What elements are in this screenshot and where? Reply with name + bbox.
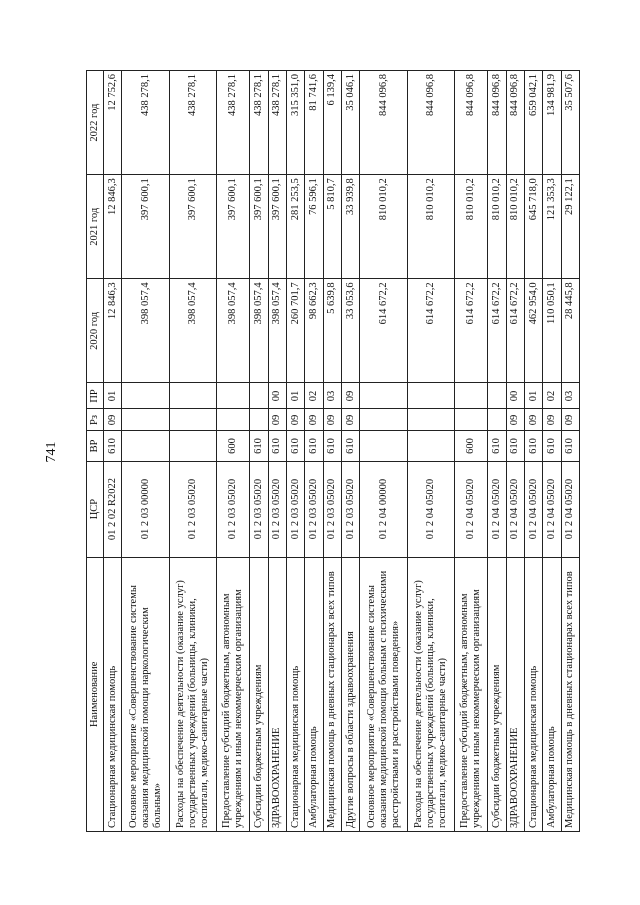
row-2020: 5 639,8: [323, 279, 341, 383]
row-rz: 09: [561, 409, 579, 431]
row-2020: 398 057,4: [217, 279, 250, 383]
row-pr: [217, 383, 250, 409]
row-vr: [360, 431, 408, 461]
row-vr: 600: [455, 431, 488, 461]
row-rz: 09: [543, 409, 561, 431]
row-pr: [360, 383, 408, 409]
row-2022: 844 096,8: [455, 71, 488, 175]
table-row: [104, 71, 122, 832]
budget-table: [86, 70, 580, 832]
row-2021: 397 600,1: [217, 175, 250, 279]
row-2021: 645 718,0: [524, 175, 542, 279]
row-csr: 01 2 03 05020: [268, 461, 286, 557]
table-row: [561, 71, 579, 832]
row-2021: 29 122,1: [561, 175, 579, 279]
row-csr: 01 2 03 05020: [323, 461, 341, 557]
row-name: Медицинская помощь в дневных стационарах всех типов: [323, 557, 341, 831]
row-rz: 09: [104, 409, 122, 431]
row-2022: 438 278,1: [250, 71, 268, 175]
table-header-row: [87, 71, 104, 832]
row-vr: 610: [305, 431, 323, 461]
row-csr: 01 2 04 05020: [561, 461, 579, 557]
row-2021: 810 010,2: [407, 175, 455, 279]
row-name: Медицинская помощь в дневных стационарах всех типов: [561, 557, 579, 831]
row-2020: 28 445,8: [561, 279, 579, 383]
row-pr: 03: [323, 383, 341, 409]
row-rz: 09: [287, 409, 305, 431]
row-2020: 398 057,4: [169, 279, 217, 383]
row-pr: 09: [341, 383, 359, 409]
row-2021: 76 596,1: [305, 175, 323, 279]
table-row: [488, 71, 506, 832]
row-pr: [250, 383, 268, 409]
row-vr: [122, 431, 170, 461]
row-name: Амбулаторная помощь: [543, 557, 561, 831]
row-name: Основное мероприятие «Совершенствование системы оказания медицинской помощи больным с психическими расстройствами и расстройствами поведения»: [360, 557, 408, 831]
row-pr: 01: [287, 383, 305, 409]
row-pr: 02: [543, 383, 561, 409]
row-csr: 01 2 04 05020: [488, 461, 506, 557]
row-2020: 614 672,2: [455, 279, 488, 383]
row-2022: 438 278,1: [122, 71, 170, 175]
row-name: Субсидии бюджетным учреждениям: [488, 557, 506, 831]
row-rz: 09: [305, 409, 323, 431]
row-csr: 01 2 03 05020: [341, 461, 359, 557]
row-2021: 397 600,1: [250, 175, 268, 279]
header-rz: Рз: [87, 409, 104, 431]
row-rz: [169, 409, 217, 431]
row-2020: 398 057,4: [122, 279, 170, 383]
row-pr: [169, 383, 217, 409]
row-name: ЗДРАВООХРАНЕНИЕ: [506, 557, 524, 831]
row-2022: 844 096,8: [360, 71, 408, 175]
header-pr: ПР: [87, 383, 104, 409]
row-csr: 01 2 03 05020: [250, 461, 268, 557]
row-name: Расходы на обеспечение деятельности (оказание услуг) государственных учреждений (больницы, клиники, госпитали, медико-санитарные части): [407, 557, 455, 831]
row-pr: 01: [104, 383, 122, 409]
row-vr: 610: [543, 431, 561, 461]
table-row: [287, 71, 305, 832]
row-2022: 12 752,6: [104, 71, 122, 175]
row-2022: 844 096,8: [488, 71, 506, 175]
row-rz: 09: [524, 409, 542, 431]
table-row: [360, 71, 408, 832]
row-vr: 610: [488, 431, 506, 461]
row-rz: 09: [506, 409, 524, 431]
row-rz: [455, 409, 488, 431]
row-vr: 610: [506, 431, 524, 461]
row-pr: 02: [305, 383, 323, 409]
table-row: [543, 71, 561, 832]
row-2020: 614 672,2: [488, 279, 506, 383]
row-2020: 110 050,1: [543, 279, 561, 383]
row-pr: 00: [268, 383, 286, 409]
row-2022: 35 507,6: [561, 71, 579, 175]
row-2021: 12 846,3: [104, 175, 122, 279]
table-body: [104, 71, 580, 832]
row-2022: 6 139,4: [323, 71, 341, 175]
page-number: 741: [44, 441, 59, 463]
row-vr: 610: [104, 431, 122, 461]
row-2022: 659 042,1: [524, 71, 542, 175]
row-csr: 01 2 03 05020: [217, 461, 250, 557]
row-csr: 01 2 03 00000: [122, 461, 170, 557]
row-csr: 01 2 03 05020: [305, 461, 323, 557]
table-row: [217, 71, 250, 832]
row-2020: 33 053,6: [341, 279, 359, 383]
table-row: [506, 71, 524, 832]
rotated-table-container: [86, 70, 580, 832]
row-2021: 281 253,5: [287, 175, 305, 279]
header-2022: 2022 год: [87, 71, 104, 175]
row-name: Стационарная медицинская помощь: [524, 557, 542, 831]
row-name: Стационарная медицинская помощь: [287, 557, 305, 831]
row-csr: 01 2 04 00000: [360, 461, 408, 557]
row-2020: 98 662,3: [305, 279, 323, 383]
row-2021: 397 600,1: [169, 175, 217, 279]
row-vr: 610: [561, 431, 579, 461]
row-name: Расходы на обеспечение деятельности (оказание услуг) государственных учреждений (больницы, клиники, госпитали, медико-санитарные части): [169, 557, 217, 831]
row-2021: 33 939,8: [341, 175, 359, 279]
row-2021: 810 010,2: [360, 175, 408, 279]
row-name: Стационарная медицинская помощь: [104, 557, 122, 831]
row-vr: 610: [341, 431, 359, 461]
row-2020: 462 954,0: [524, 279, 542, 383]
row-pr: [407, 383, 455, 409]
row-2022: 438 278,1: [268, 71, 286, 175]
row-name: Основное мероприятие «Совершенствование системы оказания медицинской помощи наркологическим больным»: [122, 557, 170, 831]
row-2020: 260 701,7: [287, 279, 305, 383]
row-rz: [250, 409, 268, 431]
row-pr: 01: [524, 383, 542, 409]
row-2020: 398 057,4: [268, 279, 286, 383]
row-rz: 09: [341, 409, 359, 431]
row-2021: 810 010,2: [488, 175, 506, 279]
row-vr: 610: [268, 431, 286, 461]
row-csr: 01 2 02 R2022: [104, 461, 122, 557]
row-name: Другие вопросы в области здравоохранения: [341, 557, 359, 831]
row-2022: 438 278,1: [169, 71, 217, 175]
row-csr: 01 2 03 05020: [169, 461, 217, 557]
row-csr: 01 2 04 05020: [524, 461, 542, 557]
header-csr: ЦСР: [87, 461, 104, 557]
row-2021: 121 353,3: [543, 175, 561, 279]
row-vr: 610: [323, 431, 341, 461]
header-vr: ВР: [87, 431, 104, 461]
row-name: Предоставление субсидий бюджетным, автономным учреждениям и иным некоммерческим организациям: [217, 557, 250, 831]
row-2022: 134 981,9: [543, 71, 561, 175]
row-name: ЗДРАВООХРАНЕНИЕ: [268, 557, 286, 831]
row-vr: 610: [250, 431, 268, 461]
row-rz: [407, 409, 455, 431]
table-row: [169, 71, 217, 832]
row-2020: 614 672,2: [407, 279, 455, 383]
table-row: [524, 71, 542, 832]
row-vr: 610: [287, 431, 305, 461]
row-csr: 01 2 03 05020: [287, 461, 305, 557]
table-row: [122, 71, 170, 832]
row-pr: [122, 383, 170, 409]
table-row: [250, 71, 268, 832]
row-2022: 844 096,8: [407, 71, 455, 175]
header-2020: 2020 год: [87, 279, 104, 383]
row-2021: 397 600,1: [268, 175, 286, 279]
table-row: [341, 71, 359, 832]
row-vr: 610: [524, 431, 542, 461]
row-2021: 397 600,1: [122, 175, 170, 279]
row-2021: 810 010,2: [506, 175, 524, 279]
row-pr: 00: [506, 383, 524, 409]
row-pr: [455, 383, 488, 409]
table-row: [268, 71, 286, 832]
row-2020: 398 057,4: [250, 279, 268, 383]
row-2022: 315 351,0: [287, 71, 305, 175]
row-2021: 810 010,2: [455, 175, 488, 279]
row-rz: 09: [323, 409, 341, 431]
row-2022: 844 096,8: [506, 71, 524, 175]
row-2022: 438 278,1: [217, 71, 250, 175]
row-vr: 600: [217, 431, 250, 461]
row-name: Предоставление субсидий бюджетным, автономным учреждениям и иным некоммерческим организациям: [455, 557, 488, 831]
row-name: Субсидии бюджетным учреждениям: [250, 557, 268, 831]
row-2020: 614 672,2: [506, 279, 524, 383]
row-csr: 01 2 04 05020: [455, 461, 488, 557]
header-name: Наименование: [87, 557, 104, 831]
row-2022: 35 046,1: [341, 71, 359, 175]
row-rz: [488, 409, 506, 431]
row-rz: [360, 409, 408, 431]
header-2021: 2021 год: [87, 175, 104, 279]
row-csr: 01 2 04 05020: [407, 461, 455, 557]
row-vr: [169, 431, 217, 461]
row-name: Амбулаторная помощь: [305, 557, 323, 831]
row-vr: [407, 431, 455, 461]
table-row: [323, 71, 341, 832]
row-2020: 12 846,3: [104, 279, 122, 383]
row-rz: [217, 409, 250, 431]
row-pr: 03: [561, 383, 579, 409]
row-pr: [488, 383, 506, 409]
table-row: [455, 71, 488, 832]
table-row: [407, 71, 455, 832]
row-csr: 01 2 04 05020: [543, 461, 561, 557]
row-2021: 5 810,7: [323, 175, 341, 279]
row-rz: 09: [268, 409, 286, 431]
row-rz: [122, 409, 170, 431]
row-csr: 01 2 04 05020: [506, 461, 524, 557]
row-2022: 81 741,6: [305, 71, 323, 175]
row-2020: 614 672,2: [360, 279, 408, 383]
table-row: [305, 71, 323, 832]
